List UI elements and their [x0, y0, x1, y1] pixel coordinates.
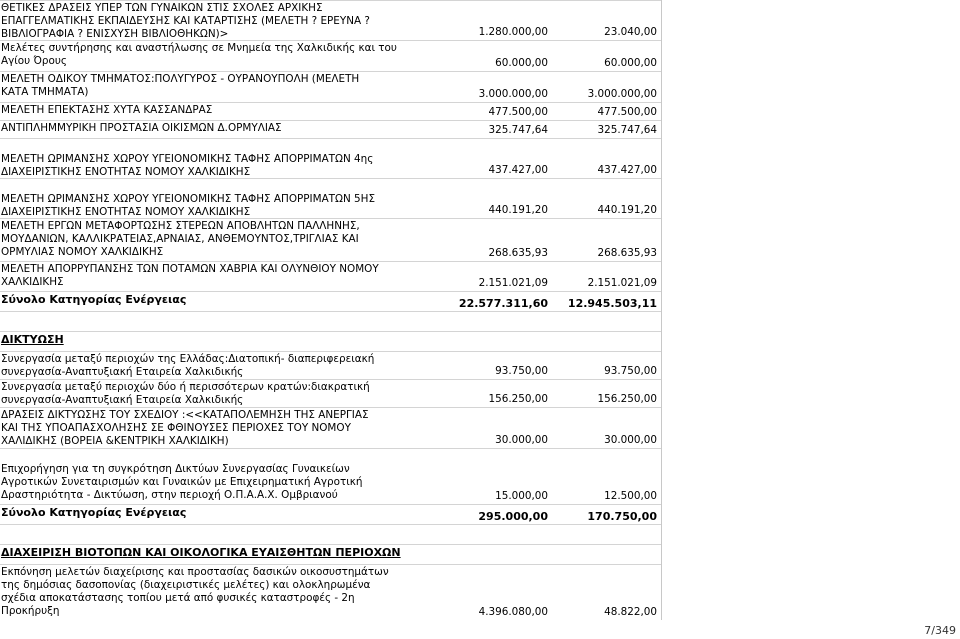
budget-amount: 15.000,00 [495, 490, 548, 502]
budget-amount: 1.280.000,00 [478, 26, 548, 38]
approved-amount: 268.635,93 [597, 247, 657, 259]
spacer-row [0, 311, 661, 331]
budget-amount: 3.000.000,00 [478, 88, 548, 100]
table-row [0, 40, 661, 71]
table-row [0, 138, 661, 178]
row-description: ΜΕΛΕΤΗ ΩΡΙΜΑΝΣΗΣ ΧΩΡΟΥ ΥΓΕΙΟΝΟΜΙΚΗΣ ΤΑΦΗΣ ΑΠΟΡΡΙΜΑΤΩΝ 4ης ΔΙΑΧΕΙΡΙΣΤΙΚΗΣ ΕΝΟΤΗΤΑΣ ΝΟΜΟΥ ΧΑΛΚΙΔΙΚΗΣ [1, 153, 374, 178]
approved-amount: 60.000,00 [604, 57, 657, 69]
approved-amount: 477.500,00 [597, 106, 657, 118]
row-description: ΘΕΤΙΚΕΣ ΔΡΑΣΕΙΣ ΥΠΕΡ ΤΩΝ ΓΥΝΑΙΚΩΝ ΣΤΙΣ ΣΧΟΛΕΣ ΑΡΧΙΚΗΣ ΕΠΑΓΓΕΛΜΑΤΙΚΗΣ ΕΚΠΑΙΔΕΥΣΗΣ ΚΑΙ ΚΑΤΑΡΤΙΣΗΣ (ΜΕΛΕΤΗ ? ΕΡΕΥΝΑ ? ΒΙΒΛΙΟΓΡΑΦΙΑ ? ΕΝΙΣΧΥΣΗ ΒΙΒΛΙΟΘΗΚΩΝ)> [1, 2, 370, 40]
total-row [0, 291, 661, 311]
budget-amount: 295.000,00 [478, 510, 548, 523]
budget-amount: 440.191,20 [488, 204, 548, 216]
table-row [0, 218, 661, 261]
table-row [0, 178, 661, 218]
table-row [0, 0, 661, 40]
row-description: Συνεργασία μεταξύ περιοχών της Ελλάδας:Διατοπική- διαπεριφερειακή συνεργασία-Αναπτυξιακή Εταιρεία Χαλκιδικής [1, 353, 375, 378]
spacer-row [0, 524, 661, 544]
budget-amount: 60.000,00 [495, 57, 548, 69]
approved-amount: 2.151.021,09 [587, 277, 657, 289]
table-row [0, 564, 661, 620]
budget-amount: 477.500,00 [488, 106, 548, 118]
section-heading: ΔΙΚΤΥΩΣΗ [1, 333, 64, 346]
section-heading-row [0, 544, 661, 564]
row-description: Μελέτες συντήρησης και αναστήλωσης σε Μνημεία της Χαλκιδικής και του Αγίου Όρους [1, 42, 397, 67]
table-row [0, 102, 661, 120]
budget-amount: 2.151.021,09 [478, 277, 548, 289]
row-description [0, 525, 431, 526]
row-description: ΜΕΛΕΤΗ ΑΠΟΡΡΥΠΑΝΣΗΣ ΤΩΝ ΠΟΤΑΜΩΝ ΧΑΒΡΙΑ ΚΑΙ ΟΛΥΝΘΙΟΥ ΝΟΜΟΥ ΧΑΛΚΙΔΙΚΗΣ [1, 263, 379, 288]
approved-amount: 156.250,00 [597, 393, 657, 405]
approved-amount: 12.500,00 [604, 490, 657, 502]
budget-amount: 22.577.311,60 [458, 297, 548, 310]
budget-amount: 30.000,00 [495, 434, 548, 446]
budget-amount: 325.747,64 [488, 124, 548, 136]
row-description: Συνεργασία μεταξύ περιοχών δύο ή περισσότερων κρατών:διακρατική συνεργασία-Αναπτυξιακή Εταιρεία Χαλκιδικής [1, 381, 370, 406]
table-row [0, 379, 661, 407]
approved-amount: 30.000,00 [604, 434, 657, 446]
budget-amount: 268.635,93 [488, 247, 548, 259]
row-description: ΜΕΛΕΤΗ ΕΠΕΚΤΑΣΗΣ ΧΥΤΑ ΚΑΣΣΑΝΔΡΑΣ [1, 104, 213, 116]
row-description: ΜΕΛΕΤΗ ΕΡΓΩΝ ΜΕΤΑΦΟΡΤΩΣΗΣ ΣΤΕΡΕΩΝ ΑΠΟΒΛΗΤΩΝ ΠΑΛΛΗΝΗΣ, ΜΟΥΔΑΝΙΩΝ, ΚΑΛΛΙΚΡΑΤΕΙΑΣ,ΑΡΝΑΙΑΣ, ΑΝΘΕΜΟΥΝΤΟΣ,ΤΡΙΓΛΙΑΣ ΚΑΙ ΟΡΜΥΛΙΑΣ ΝΟΜΟΥ ΧΑΛΚΙΔΙΚΗΣ [1, 220, 360, 258]
table-row [0, 351, 661, 379]
approved-amount: 437.427,00 [597, 164, 657, 176]
row-description: ΔΡΑΣΕΙΣ ΔΙΚΤΥΩΣΗΣ ΤΟΥ ΣΧΕΔΙΟΥ :<<ΚΑΤΑΠΟΛΕΜΗΣΗ ΤΗΣ ΑΝΕΡΓΙΑΣ ΚΑΙ ΤΗΣ ΥΠΟΑΠΑΣΧΟΛΗΣΗΣ ΣΕ ΦΘΙΝΟΥΣΕΣ ΠΕΡΙΟΧΕΣ ΤΟΥ ΝΟΜΟΥ ΧΑΛΙΔΙΚΗΣ (ΒΟΡΕΙΑ &ΚΕΝΤΡΙΚΗ ΧΑΛΚΙΔΙΚΗ) [1, 409, 369, 447]
row-description: Επιχορήγηση για τη συγκρότηση Δικτύων Συνεργασίας Γυναικείων Αγροτικών Συνεταιρισμών και Γυναικών με Επιχειρηματική Αγροτική Δραστηριότητα - Δικτύωση, στην περιοχή Ο.Π.Α.Α.Χ. Ομβριανού [1, 463, 363, 501]
table-row [0, 448, 661, 504]
approved-amount: 23.040,00 [604, 26, 657, 38]
table-row [0, 71, 661, 102]
row-description: Σύνολο Κατηγορίας Ενέργειας [1, 506, 187, 519]
budget-amount: 4.396.080,00 [478, 606, 548, 618]
approved-amount: 440.191,20 [597, 204, 657, 216]
row-description: ΑΝΤΙΠΛΗΜΜΥΡΙΚΗ ΠΡΟΣΤΑΣΙΑ ΟΙΚΙΣΜΩΝ Δ.ΟΡΜΥΛΙΑΣ [1, 122, 282, 134]
table-row [0, 120, 661, 138]
budget-amount: 156.250,00 [488, 393, 548, 405]
approved-amount: 93.750,00 [604, 365, 657, 377]
approved-amount: 12.945.503,11 [567, 297, 657, 310]
budget-amount: 93.750,00 [495, 365, 548, 377]
table-row [0, 261, 661, 291]
budget-amount: 437.427,00 [488, 164, 548, 176]
row-description: ΜΕΛΕΤΗ ΩΡΙΜΑΝΣΗΣ ΧΩΡΟΥ ΥΓΕΙΟΝΟΜΙΚΗΣ ΤΑΦΗΣ ΑΠΟΡΡΙΜΑΤΩΝ 5ΗΣ ΔΙΑΧΕΙΡΙΣΤΙΚΗΣ ΕΝΟΤΗΤΑΣ ΝΟΜΟΥ ΧΑΛΚΙΔΙΚΗΣ [1, 193, 376, 218]
approved-amount: 325.747,64 [597, 124, 657, 136]
row-description [0, 312, 431, 313]
row-description: Σύνολο Κατηγορίας Ενέργειας [1, 293, 187, 306]
total-row [0, 504, 661, 524]
row-description: ΜΕΛΕΤΗ ΟΔΙΚΟΥ ΤΜΗΜΑΤΟΣ:ΠΟΛΥΓΥΡΟΣ - ΟΥΡΑΝΟΥΠΟΛΗ (ΜΕΛΕΤΗ ΚΑΤΑ ΤΜΗΜΑΤΑ) [1, 73, 360, 98]
table-row [0, 407, 661, 448]
section-heading-row [0, 331, 661, 351]
approved-amount: 48.822,00 [604, 606, 657, 618]
approved-amount: 3.000.000,00 [587, 88, 657, 100]
section-heading: ΔΙΑΧΕΙΡΙΣΗ ΒΙΟΤΟΠΩΝ ΚΑΙ ΟΙΚΟΛΟΓΙΚΑ ΕΥΑΙΣΘΗΤΩΝ ΠΕΡΙΟΧΩΝ [1, 546, 401, 559]
row-description: Εκπόνηση μελετών διαχείρισης και προστασίας δασικών οικοσυστημάτων της δημόσιας δασοπονίας (διαχειριστικές μελέτες) και ολοκληρωμένα σχέδια αποκατάστασης τοπίου μετά από φυσικές καταστροφές - 2η Προκήρυξη [1, 566, 389, 617]
approved-amount: 170.750,00 [587, 510, 657, 523]
page-number: 7/349 [924, 624, 956, 637]
